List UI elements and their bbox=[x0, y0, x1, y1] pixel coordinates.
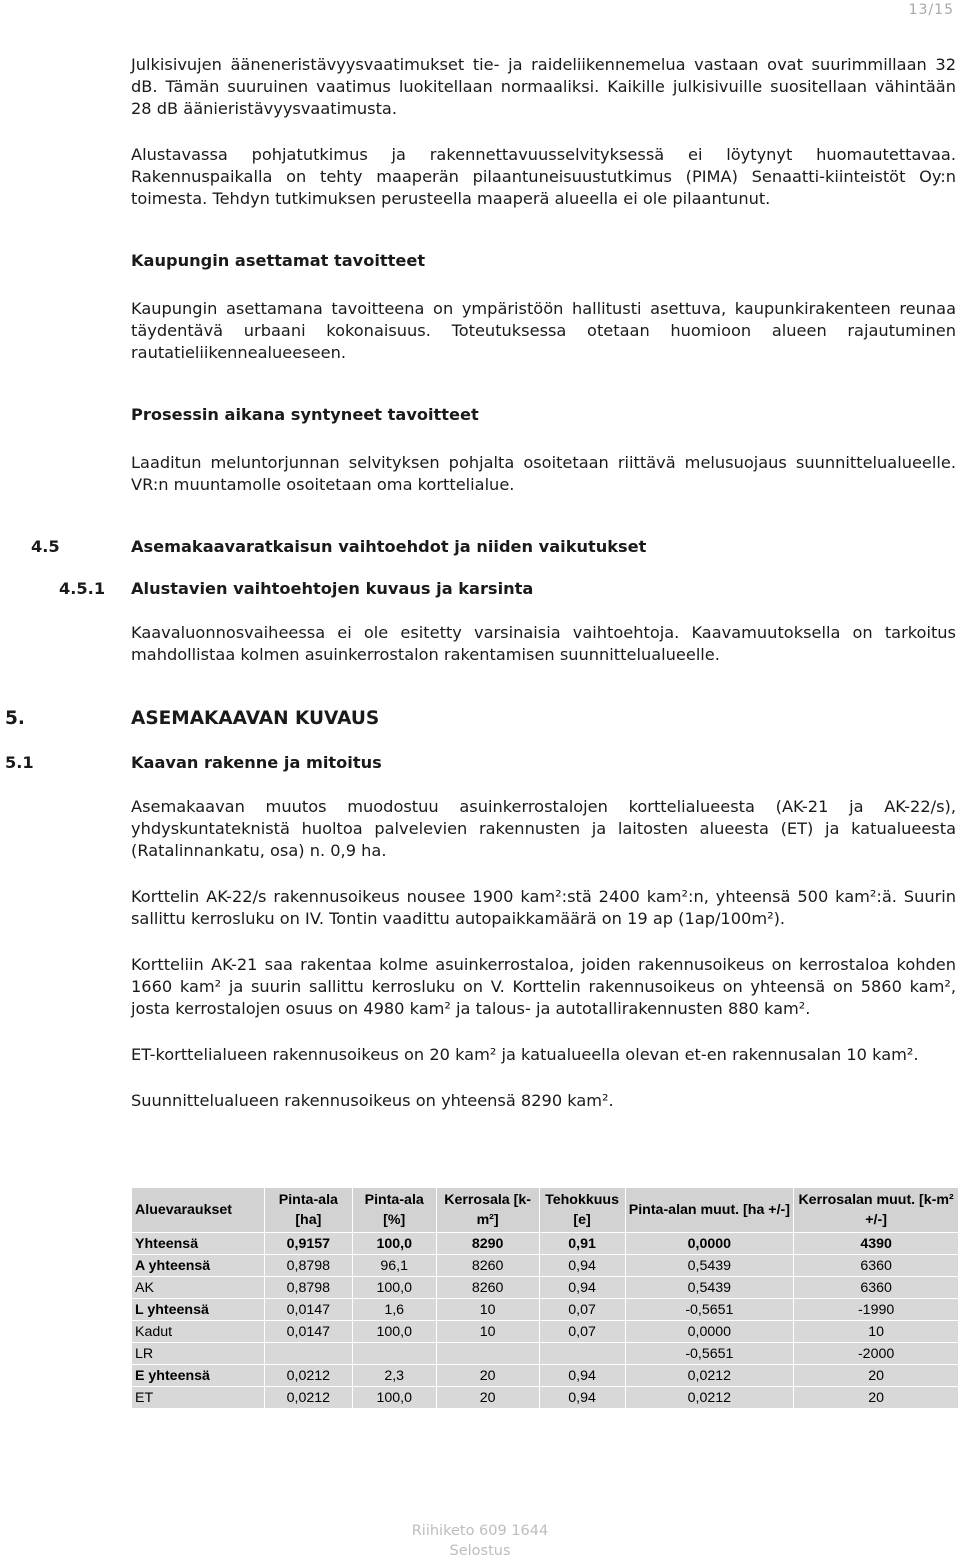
paragraph-ak21: Kortteliin AK-21 saa rakentaa kolme asuinkerrostaloa, joiden rakennusoikeus on kerrostaloa kohden 1660 kam² ja suurin sallittu kerrosluku on V. Korttelin rakennusoikeus on yhteensä on 5860 kam², josta kerrostalojen osuus on 4980 kam² ja talous- ja autotallirakennusten 880 kam². bbox=[131, 955, 956, 1018]
section-number: 5. bbox=[5, 708, 25, 729]
table-cell: -0,5651 bbox=[625, 1299, 794, 1321]
table-cell: ET bbox=[132, 1387, 265, 1409]
table-cell: 20 bbox=[436, 1387, 539, 1409]
table-cell: 8260 bbox=[436, 1277, 539, 1299]
column-header: Tehokkuus [e] bbox=[539, 1188, 625, 1233]
column-header: Pinta-ala [%] bbox=[352, 1188, 436, 1233]
paragraph-soil-survey: Alustavassa pohjatutkimus ja rakennettavuusselvityksessä ei löytynyt huomautettavaa. Rakennuspaikalla on tehty maaperän pilaantuneisuustutkimus (PIMA) Senaatti-kiinteistöt Oy:n toimesta. Tehdyn tutkimuksen perusteella maaperä alueella ei ole pilaantunut. bbox=[131, 145, 956, 208]
table-row bbox=[132, 1233, 959, 1255]
table-cell: 0,0000 bbox=[625, 1233, 794, 1255]
paragraph-ak22: Korttelin AK-22/s rakennusoikeus nousee 1900 kam²:stä 2400 kam²:n, yhteensä 500 kam²:ä. Suurin sallittu kerrosluku on IV. Tontin vaadittu autopaikkamäärä on 19 ap (1ap/100m²). bbox=[131, 887, 956, 928]
table-cell: 0,0147 bbox=[264, 1321, 352, 1343]
page-number: 13/15 bbox=[908, 2, 954, 18]
heading-section-4-5 bbox=[31, 536, 956, 558]
table-cell: 8260 bbox=[436, 1255, 539, 1277]
document-body bbox=[5, 54, 956, 1112]
column-header: Pinta-alan muut. [ha +/-] bbox=[625, 1188, 794, 1233]
table-cell: L yhteensä bbox=[132, 1299, 265, 1321]
table-cell: 0,94 bbox=[539, 1255, 625, 1277]
column-header: Pinta-ala [ha] bbox=[264, 1188, 352, 1233]
paragraph-total: Suunnittelualueen rakennusoikeus on yhteensä 8290 kam². bbox=[131, 1091, 614, 1110]
table-row bbox=[132, 1343, 959, 1365]
table-cell: 20 bbox=[794, 1387, 959, 1409]
table-cell: 0,94 bbox=[539, 1387, 625, 1409]
table-cell: E yhteensä bbox=[132, 1365, 265, 1387]
table-cell: 100,0 bbox=[352, 1321, 436, 1343]
table-row bbox=[132, 1321, 959, 1343]
table-cell: -0,5651 bbox=[625, 1343, 794, 1365]
paragraph-alternatives: Kaavaluonnosvaiheessa ei ole esitetty varsinaisia vaihtoehtoja. Kaavamuutoksella on tarkoitus mahdollistaa kolmen asuinkerrostalon rakentamisen suunnittelualueelle. bbox=[131, 623, 956, 664]
paragraph-city-goals: Kaupungin asettamana tavoitteena on ympäristöön hallitusti asettuva, kaupunkirakenteen reunaa täydentävä urbaani kokonaisuus. Toteutuksessa otetaan huomioon alueen rajautuminen rautatieliikennealueeseen. bbox=[131, 299, 956, 362]
table-cell: 6360 bbox=[794, 1277, 959, 1299]
table-cell: Kadut bbox=[132, 1321, 265, 1343]
paragraph-noise-insulation: Julkisivujen ääneneristävyysvaatimukset tie- ja raideliikennemelua vastaan ovat suurimmillaan 32 dB. Tämän suuruinen vaatimus luokitellaan normaaliksi. Kaikille julkisivuille suositellaan vähintään 28 dB äänieristävyysvaatimusta. bbox=[131, 55, 956, 118]
table-cell: 0,07 bbox=[539, 1299, 625, 1321]
table-cell: 0,5439 bbox=[625, 1255, 794, 1277]
table-header-row bbox=[132, 1188, 959, 1233]
table-cell: 2,3 bbox=[352, 1365, 436, 1387]
table-cell: Yhteensä bbox=[132, 1233, 265, 1255]
table-cell: 0,0212 bbox=[264, 1387, 352, 1409]
table-row bbox=[132, 1387, 959, 1409]
table-cell bbox=[436, 1343, 539, 1365]
table-row bbox=[132, 1299, 959, 1321]
paragraph-et: ET-korttelialueen rakennusoikeus on 20 kam² ja katualueella olevan et-en rakennusalan 10 kam². bbox=[131, 1045, 919, 1064]
table-row bbox=[132, 1365, 959, 1387]
column-header: Kerrosalan muut. [k-m² +/-] bbox=[794, 1188, 959, 1233]
table-cell: 0,91 bbox=[539, 1233, 625, 1255]
footer-document-id: Riihiketo 609 1644 bbox=[411, 1523, 549, 1539]
table-cell: 1,6 bbox=[352, 1299, 436, 1321]
table-cell: 100,0 bbox=[352, 1277, 436, 1299]
section-number: 5.1 bbox=[5, 753, 34, 772]
table-cell: -2000 bbox=[794, 1343, 959, 1365]
column-header: Aluevaraukset bbox=[132, 1188, 265, 1233]
heading-process-goals: Prosessin aikana syntyneet tavoitteet bbox=[131, 405, 479, 424]
heading-section-4-5-1 bbox=[59, 578, 956, 600]
table-cell: 20 bbox=[794, 1365, 959, 1387]
table-cell: 0,8798 bbox=[264, 1255, 352, 1277]
table-cell: 0,9157 bbox=[264, 1233, 352, 1255]
heading-city-goals: Kaupungin asettamat tavoitteet bbox=[131, 251, 426, 270]
table-cell: 0,0212 bbox=[625, 1387, 794, 1409]
section-number: 4.5.1 bbox=[59, 579, 106, 598]
section-title: ASEMAKAAVAN KUVAUS bbox=[131, 708, 380, 729]
table-cell: 0,07 bbox=[539, 1321, 625, 1343]
table-cell: 0,94 bbox=[539, 1365, 625, 1387]
table-cell: 6360 bbox=[794, 1255, 959, 1277]
table-cell: 0,5439 bbox=[625, 1277, 794, 1299]
table-cell: 100,0 bbox=[352, 1387, 436, 1409]
table-cell: 96,1 bbox=[352, 1255, 436, 1277]
section-title: Asemakaavaratkaisun vaihtoehdot ja niiden vaikutukset bbox=[131, 537, 647, 556]
footer-document-type: Selostus bbox=[449, 1543, 511, 1559]
table-cell: 0,0147 bbox=[264, 1299, 352, 1321]
table-cell bbox=[539, 1343, 625, 1365]
table-cell: 10 bbox=[436, 1321, 539, 1343]
table-cell: LR bbox=[132, 1343, 265, 1365]
table-cell: 20 bbox=[436, 1365, 539, 1387]
table-cell bbox=[352, 1343, 436, 1365]
heading-section-5 bbox=[5, 708, 956, 730]
table-cell: 10 bbox=[436, 1299, 539, 1321]
table-cell: 0,8798 bbox=[264, 1277, 352, 1299]
table-cell: A yhteensä bbox=[132, 1255, 265, 1277]
table-cell: 4390 bbox=[794, 1233, 959, 1255]
paragraph-process-goals: Laaditun meluntorjunnan selvityksen pohjalta osoitetaan riittävä melusuojaus suunnittelualueelle. VR:n muuntamolle osoitetaan oma korttelialue. bbox=[131, 453, 956, 494]
table-cell: 10 bbox=[794, 1321, 959, 1343]
section-title: Kaavan rakenne ja mitoitus bbox=[131, 753, 382, 772]
table-cell: 0,0212 bbox=[625, 1365, 794, 1387]
table-row bbox=[132, 1255, 959, 1277]
table-cell: AK bbox=[132, 1277, 265, 1299]
table-cell bbox=[264, 1343, 352, 1365]
table-cell: 8290 bbox=[436, 1233, 539, 1255]
section-number: 4.5 bbox=[31, 537, 60, 556]
table-row bbox=[132, 1277, 959, 1299]
section-title: Alustavien vaihtoehtojen kuvaus ja karsinta bbox=[131, 579, 534, 598]
table-cell: 0,0000 bbox=[625, 1321, 794, 1343]
area-table bbox=[131, 1187, 959, 1409]
paragraph-plan-structure: Asemakaavan muutos muodostuu asuinkerrostalojen korttelialueesta (AK-21 ja AK-22/s), yhdyskuntateknistä huoltoa palvelevien rakennusten ja laitosten alueesta (ET) ja katualueesta (Ratalinnankatu, osa) n. 0,9 ha. bbox=[131, 797, 956, 860]
column-header: Kerrosala [k-m²] bbox=[436, 1188, 539, 1233]
table-cell: 0,94 bbox=[539, 1277, 625, 1299]
table-cell: -1990 bbox=[794, 1299, 959, 1321]
heading-section-5-1 bbox=[5, 752, 956, 774]
table-cell: 100,0 bbox=[352, 1233, 436, 1255]
table-cell: 0,0212 bbox=[264, 1365, 352, 1387]
